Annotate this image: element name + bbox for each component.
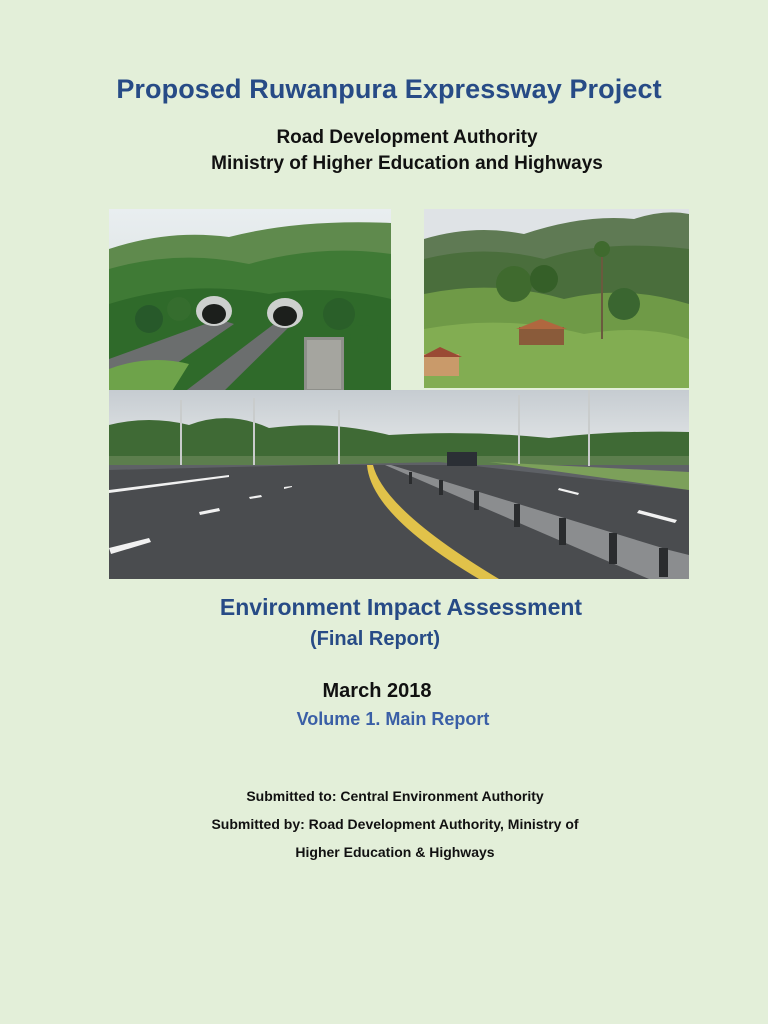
report-subtitle: (Final Report) [310, 628, 440, 650]
project-title: Proposed Ruwanpura Expressway Project [116, 74, 662, 104]
expressway-photo [109, 390, 689, 579]
volume-label: Volume 1. Main Report [296, 709, 490, 729]
report-title: Environment Impact Assessment [219, 594, 583, 620]
tunnel-rendering-photo [109, 209, 391, 396]
hill-country-photo [424, 209, 689, 388]
report-date: March 2018 [322, 680, 432, 702]
organization-name: Road Development Authority [276, 127, 538, 148]
ministry-name: Ministry of Higher Education and Highways [211, 153, 603, 174]
submitted-to: Submitted to: Central Environment Authority [246, 788, 544, 804]
submitted-by-line2: Higher Education & Highways [295, 844, 495, 860]
submitted-by-line1: Submitted by: Road Development Authority, Ministry of [211, 816, 579, 832]
